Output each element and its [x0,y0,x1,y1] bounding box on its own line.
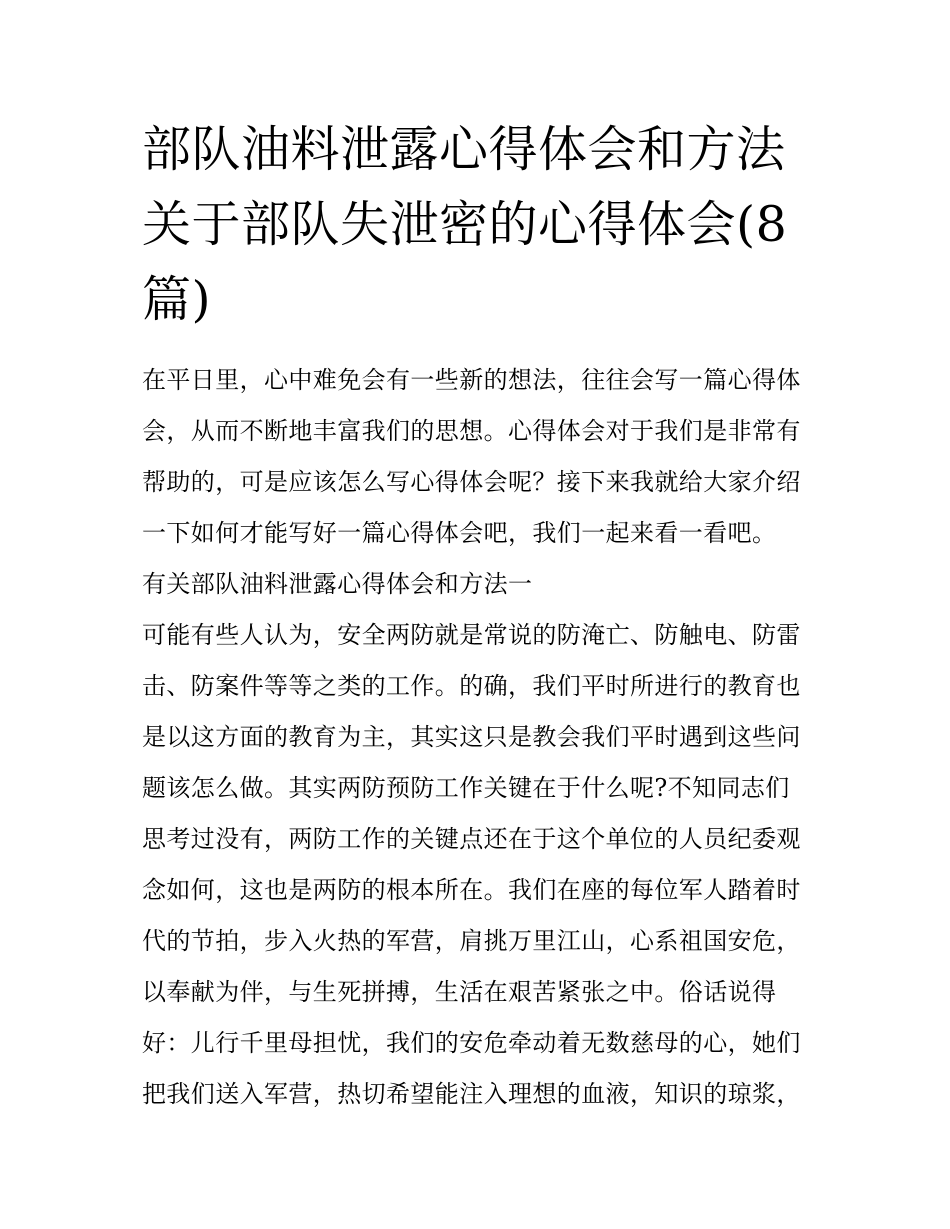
document-body [142,355,822,1120]
body-line: 会，从而不断地丰富我们的思想。心得体会对于我们是非常有 [142,417,801,445]
title-line: 关于部队失泄密的心得体会(8 [142,196,788,253]
body-line: 好：儿行千里母担忧，我们的安危牵动着无数慈母的心，她们 [142,1029,801,1057]
document-title [142,112,822,337]
section-heading: 有关部队油料泄露心得体会和方法一 [142,570,533,598]
body-line: 把我们送入军营，热切希望能注入理想的血液，知识的琼浆， [142,1080,801,1108]
body-line: 是以这方面的教育为主，其实这只是教会我们平时遇到这些问 [142,723,801,751]
body-line: 帮助的，可是应该怎么写心得体会呢？接下来我就给大家介绍 [142,468,801,496]
body-line: 可能有些人认为，安全两防就是常说的防淹亡、防触电、防雷 [142,621,801,649]
body-line: 在平日里，心中难免会有一些新的想法，往往会写一篇心得体 [142,366,801,394]
body-line: 念如何，这也是两防的根本所在。我们在座的每位军人踏着时 [142,876,801,904]
title-line: 部队油料泄露心得体会和方法 [142,121,786,178]
body-line: 一下如何才能写好一篇心得体会吧，我们一起来看一看吧。 [142,519,777,547]
title-line: 篇) [142,271,212,328]
body-line: 以奉献为伴，与生死拼搏，生活在艰苦紧张之中。俗话说得 [142,978,777,1006]
body-line: 代的节拍，步入火热的军营，肩挑万里江山，心系祖国安危， [142,927,801,955]
body-line: 题该怎么做。其实两防预防工作关键在于什么呢?不知同志们 [142,774,790,802]
body-line: 思考过没有，两防工作的关键点还在于这个单位的人员纪委观 [142,825,801,853]
body-line: 击、防案件等等之类的工作。的确，我们平时所进行的教育也 [142,672,801,700]
